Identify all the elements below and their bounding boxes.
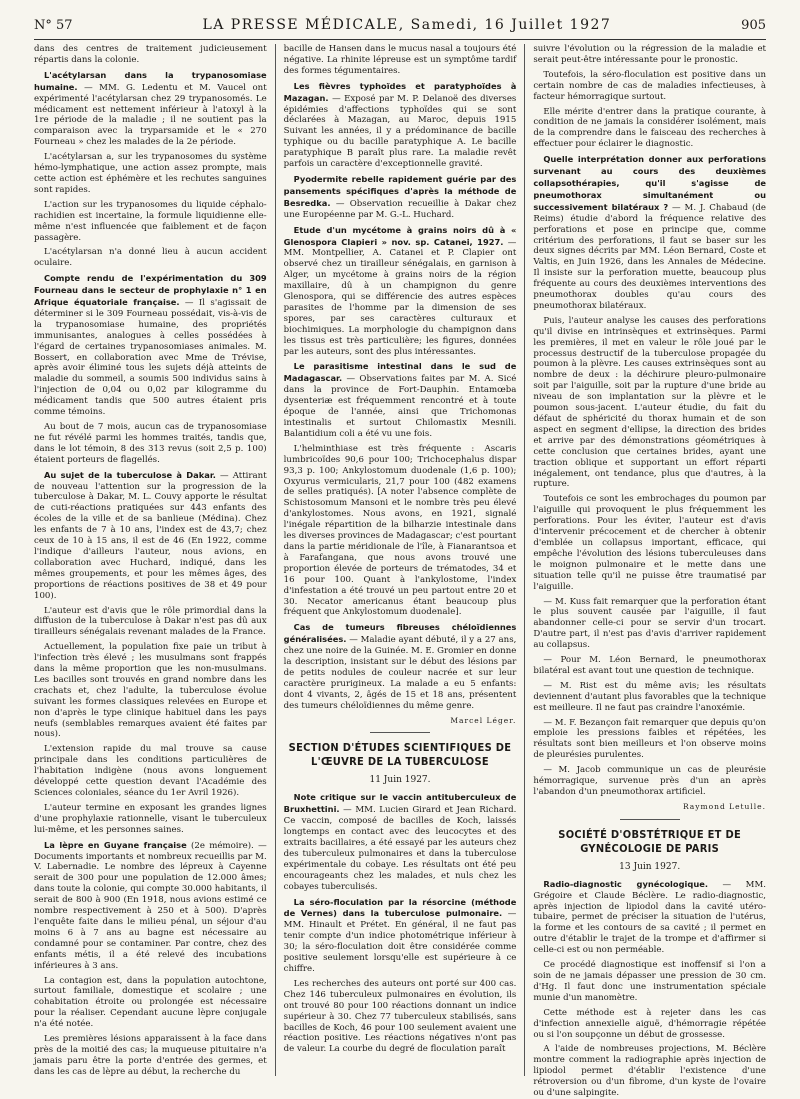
article-body: — Il s'agissait de déterminer si le 309 Fourneau possédait, vis-à-vis de la trypanosomiase humaine, des propriétés immunisantes, analogues à celles possédées à l'égard de certaines trypanosomiases animales. M. Bossert, en collaboration avec Mme de Trévise, après avoir éliminé tous les sujets déjà atteints de maladie du sommeil, a soumis 500 individus sains à l'injection de 0,04 ou 0,02 par kilogramme du médicament tandis que 500 autres étaient pris comme témoins. (34, 298, 267, 418)
article-body: — Attirant de nouveau l'attention sur la progression de la tuberculose à Dakar, M. L. Couvy apporte le résultat de cuti-réactions pratiquées sur 443 enfants des écoles de la ville et de sa banlieue (Médina). Chez les enfants de 7 à 10 ans, l'index est de 43,7; chez ceux de 10 à 15 ans, il est de 46 (En 1922, comme l'indique d'ailleurs l'auteur, nous avions, en collaboration avec Huchard, indiqué, dans les mêmes groupements, et pour les mêmes âges, des proportions de réactions positives de 38 et 49 pour 100). (34, 470, 267, 601)
page-folio: 905 (741, 17, 766, 33)
article-title: Compte rendu de l'expérimentation du 309 Fourneau dans le secteur de prophylaxie n° 1 en Afrique équatoriale française. (34, 273, 267, 308)
paragraph: dans des centres de traitement judicieusement répartis dans la colonie. (34, 44, 267, 65)
article-tumeurs-cheloidiennes (284, 622, 517, 711)
article-body: — Observation recueillie à Dakar chez une Européenne par M. G.-L. Huchard. (283, 198, 517, 220)
article-title: Note critique sur le vaccin antituberculeux de Bruxhettini. (283, 792, 517, 815)
issue-number: N° 57 (34, 17, 73, 33)
article-acetylarsan (34, 70, 267, 148)
paragraph: L'extension rapide du mal trouve sa cause principale dans les conditions particulières de l'habitation indigène (nous avons longuement développé cette question devant l'Académie des Sciences coloniales, séance du 1er Avril 1926). (34, 744, 267, 798)
article-title: Les fièvres typhoïdes et paratyphoïdes à Mazagan. (283, 80, 517, 103)
article-body: — MM. G. Ledentu et M. Vaucel ont expérimenté l'acétylarsan chez 29 trypanosomés. Le médicament est nettement inférieur à l'atoxyl à la 1re période de la maladie ; il ne soutient pas la comparaison avec la tryparsamide et le « 270 Fourneau » chez les malades de la 2e période. (34, 82, 267, 148)
paragraph: Les premières lésions apparaissent à la face dans près de la moitié des cas; la muqueuse pituitaire n'a jamais paru être la porte d'entrée des germes, et dans les cas de lèpre au début, la recherche du (34, 1034, 267, 1077)
paragraph: — Pour M. Léon Bernard, le pneumothorax bilatéral est avant tout une question de technique. (533, 655, 767, 676)
column-1 (34, 44, 275, 1076)
column-2 (276, 44, 525, 1076)
running-header (34, 12, 766, 38)
paragraph: Puis, l'auteur analyse les causes des perforations qu'il divise en intrinsèques et extrinsèques. Parmi les premières, il met en valeur le rôle joué par le processus destructif de la tuberculose propagée du poumon à la plèvre. Les causes extrinsèques sont au nombre de deux : la déchirure pleuro-pulmonaire soit par l'aiguille, soit par la rupture d'une bride au niveau de son implantation sur la plèvre et le poumon sous-jacent. L'auteur étudie, du fait du défaut de sphéricité du thorax humain et de son aspect en segment d'ellipse, la direction des brides et arrive par des démonstrations géométriques à cette conclusion que certaines brides, ayant une traction oblique et supportant un effort réparti inégalement, ont tendance, plus que d'autres, à la rupture. (533, 315, 767, 490)
text-columns (34, 44, 767, 1099)
paragraph: Ce procédé diagnostique est inoffensif si l'on a soin de ne jamais dépasser une pression de 30 cm. d'Hg. Il faut donc une instrumentation spéciale munie d'un manomètre. (533, 960, 767, 1003)
article-title: Radio-diagnostic gynécologique. (543, 878, 708, 889)
paragraph: Toutefois, la séro-floculation est positive dans un certain nombre de cas de maladies infectieuses, à facteur hémorragique surtout. (533, 69, 767, 102)
article-body: — Maladie ayant débuté, il y a 27 ans, chez une noire de la Guinée. M. E. Gromier en donne la description, insistant sur le début des lésions par de petits nodules de couleur nacrée et sur leur caractère prurigineux. La malade a eu 5 enfants: dont 4 vivants, 2, âgés de 15 et 18 ans, présentent des tumeurs chéloïdiennes du même genre. (283, 635, 517, 711)
journal-title: LA PRESSE MÉDICALE, Samedi, 16 Juillet 1927 (202, 17, 612, 33)
paragraph: Les recherches des auteurs ont porté sur 400 cas. Chez 146 tuberculeux pulmonaires en évolution, ils ont trouvé 80 pour 100 réactions donnant un indice supérieur à 30. Chez 77 tuberculeux stabilisés, sans bacilles de Koch, 46 pour 100 seulement avaient une réaction positive. Les réactions négatives n'ont pas de valeur. La courbe du degré de floculation paraît (283, 978, 517, 1055)
article-radio-diagnostic (533, 879, 766, 956)
article-body: — MM. Lucien Girard et Jean Richard. Ce vaccin, composé de bacilles de Koch, laissés longtemps en contact avec des leucocytes et des extraits bacillaires, a été essayé par les auteurs chez des tuberculeux pulmonaires et dans la tuberculose expérimentale du cobaye. Les résultats ont été peu encourageants chez les malades, et nuls chez les cobayes tuberculisés. (283, 805, 517, 892)
section-heading: SOCIÉTÉ D'OBSTÉTRIQUE ET DE GYNÉCOLOGIE DE PARIS (558, 827, 742, 855)
article-parasitisme (284, 361, 517, 439)
paragraph: suivre l'évolution ou la régression de la maladie et serait peut-être intéressante pour le pronostic. (533, 44, 767, 65)
article-title: Au sujet de la tuberculose à Dakar. (44, 469, 216, 480)
article-title: Cas de tumeurs fibreuses chéloïdiennes généralisées. (283, 622, 517, 645)
article-body: — MM. Grégoire et Claude Béclère. Le radio-diagnostic, après injection de lipiodol dans la cavité utéro-tubaire, permet de préciser la situation de l'utérus, la forme et les contours de sa cavité ; il permet en outre d'établir le trajet de la trompe et d'affirmer si celle-ci est ou non perméable. (533, 879, 767, 956)
paragraph: Elle mérite d'entrer dans la pratique courante, à condition de ne jamais la considérer isolément, mais de la comprendre dans le faisceau des recherches à effectuer pour éclairer le diagnostic. (533, 106, 767, 150)
article-perforations (533, 154, 766, 312)
article-309-fourneau (34, 273, 267, 418)
section-rule (620, 819, 680, 820)
article-body: (2e mémoire). — Documents importants et nombreux recueillis par M. V. Labernadie. Le nombre des lépreux à Cayenne serait de 300 pour une population de 12.000 âmes; dans toute la colonie, qui compte 30.000 habitants, il serait de 800 à 900 (En 1918, nous avions estimé ce nombre respectivement à 250 et à 500). D'après l'enquête faite dans le milieu pénal, un séjour d'au moins 6 à 7 ans au bagne est nécessaire au condamné pour se contaminer. Par contre, chez des enfants métis, il a été relevé des incubations inférieures à 3 ans. (34, 840, 267, 971)
article-lepre-guyane (34, 840, 267, 972)
session-date: 13 Juin 1927. (619, 861, 681, 872)
article-body: — Observations faites par M. A. Sicé dans la province de Fort-Dauphin. Entamœba dysenteriæ est fréquemment rencontré et à toute époque de l'année, ainsi que Trichomonas intestinalis et surtout Chilomastix Mesnili. Balantidium coli a été vu une fois. (283, 374, 517, 439)
article-fievres-typhoides (284, 81, 517, 170)
signature: Marcel Léger. (450, 715, 517, 725)
paragraph: A l'aide de nombreuses projections, M. Béclère montre comment la radiographie après injection de lipiodol permet d'établir l'existence d'une rétroversion ou d'un fibrome, d'un kyste de l'ovaire ou d'une salpingite. (533, 1044, 767, 1099)
article-body: — MM. Montpellier, A. Catanei et P. Clapier ont observé chez un tirailleur sénégalais, en garnison à Alger, un mycétome à grains noirs de la région maxillaire, dû à un champignon du genre Glenospora, qui se différencie des autres espèces parasites de l'homme par la dimension de ses spores, par ses caractères culturaux et biochimiques. La morphologie du champignon dans les tissus est très particulière; les figures, données par les auteurs, sont des plus intéressantes. (283, 237, 517, 357)
paragraph: Cette méthode est à rejeter dans les cas d'infection annexielle aiguë, d'hémorragie répétée ou si l'on soupçonne un début de grossesse. (533, 1007, 767, 1040)
paragraph: — M. Rist est du même avis; les résultats deviennent d'autant plus favorables que la technique est meilleure. Il ne faut pas craindre l'anoxémie. (533, 680, 767, 713)
paragraph: — M. Kuss fait remarquer que la perforation étant le plus souvent causée par l'aiguille, il faut abandonner celle-ci pour se servir d'un trocart. D'autre part, il n'est pas d'avis d'arriver rapidement au collapsus. (533, 596, 767, 651)
paragraph: bacille de Hansen dans le mucus nasal a toujours été négative. La rhinite lépreuse est un symptôme tardif des formes tégumentaires. (283, 44, 517, 76)
header-rule (34, 39, 766, 40)
article-body: — M. J. Chabaud (de Reims) étudie d'abord la fréquence relative des perforations et pose en principe que, comme critérium des perforations, il faut se baser sur les deux signes décrits par MM. Léon Bernard, Coste et Valtis, en Juin 1926, dans les Annales de Médecine. Il insiste sur la perforation muette, beaucoup plus fréquente au cours des deuxièmes interventions des pneumothorax doubles qu'au cours des pneumothorax bilatéraux. (533, 202, 767, 311)
article-body: — MM. Hinault et Prétet. En général, il ne faut pas tenir compte d'un indice photométrique inférieur à 30; la séro-floculation doit être considérée comme positive seulement lorsqu'elle est supérieure à ce chiffre. (283, 909, 517, 974)
paragraph: L'acétylarsan n'a donné lieu à aucun accident oculaire. (34, 247, 267, 269)
paragraph: Actuellement, la population fixe paie un tribut à l'infection très élevé ; les musulmans sont frappés dans la même proportion que les non-musulmans. Les bacilles sont trouvés en grand nombre dans les crachats et, chez l'adulte, la tuberculose évolue suivant les formes classiques relevées en Europe et non d'après le type clinique habituel dans les pays neufs (semblables remarques avaient été faites par nous). (34, 642, 267, 740)
paragraph: — M. F. Bezançon fait remarquer que depuis qu'on emploie les pressions faibles et répétées, les résultats sont bien meilleurs et l'on observe moins de pleurésies purulentes. (533, 717, 767, 761)
paragraph: Au bout de 7 mois, aucun cas de trypanosomiase ne fut révélé parmi les hommes traités, tandis que, dans le lot témoin, 8 des 313 revus (soit 2,5 p. 100) étaient porteurs de flagellés. (34, 422, 267, 465)
article-title: La séro-floculation par la résorcine (méthode de Vernes) dans la tuberculose pulmonaire. (283, 896, 517, 919)
article-title: Le parasitisme intestinal dans le sud de Madagascar. (283, 361, 517, 384)
article-title: Pyodermite rebelle rapidement guérie par des pansements spécifiques d'après la méthode de Besredka. (283, 173, 517, 208)
article-mycetome (284, 225, 517, 358)
column-3 (525, 44, 767, 1099)
article-vaccin (284, 792, 517, 892)
paragraph: L'action sur les trypanosomes du liquide céphalo-rachidien est incertaine, la formule liquidienne elle-même n'est influencée que faiblement et de façon passagère. (34, 199, 267, 243)
section-rule (370, 732, 430, 733)
section-heading: SECTION D'ÉTUDES SCIENTIFIQUES DE L'ŒUVRE DE LA TUBERCULOSE (288, 741, 512, 769)
article-title: Etude d'un mycétome à grains noirs dû à « Glenospora Clapieri » nov. sp. Catanei, 1927. (283, 224, 517, 247)
paragraph: L'auteur termine en exposant les grandes lignes d'une prophylaxie rationnelle, visant le tuberculeux lui-même, et les personnes saines. (34, 802, 267, 835)
article-tuberculose-dakar (34, 470, 267, 602)
paragraph: — M. Jacob communique un cas de pleurésie hémorragique, survenue près d'un an après l'abandon d'un pneumothorax artificiel. (533, 765, 767, 797)
session-date: 11 Juin 1927. (369, 775, 431, 786)
article-body: — Exposé par M. P. Delanoë des diverses épidémies d'affections typhoïdes qui se sont déclarées à Mazagan, au Maroc, depuis 1915 Suivant les années, il y a prédominance de bacille typhique ou du bacille paratyphique A. Le bacille paratyphique B paraît plus rare. La maladie revêt parfois un caractère d'exceptionnelle gravité. (283, 93, 517, 170)
paragraph: La contagion est, dans la population autochtone, surtout familiale, domestique et scolaire ; une cohabitation étroite ou prolongée est nécessaire pour la réaliser. Cependant aucune lèpre conjugale n'a été notée. (34, 975, 267, 1030)
paragraph: L'helminthiase est très fréquente : Ascaris lumbricoïdes 90,6 pour 100; Trichocephalus dispar 93,3 p. 100; Ankylostomum duodenale (1,6 p. 100); Oxyurus vermicularis, 21,7 pour 100 (482 examens de selles pratiqués). [A noter l'absence complète de Schistosomum Mansoni et le nombre très peu élevé d'ankylostomes. Nous avons, en 1921, signalé l'inégale répartition de la bilharzie intestinale dans les diverses provinces de Madagascar; c'est pourtant dans la partie méridionale de l'île, à Fianarantsoa et à Farafangana, que nous avons trouvé une proportion élevée de porteurs de trématodes, 34 et 16 pour 100. Quant à l'ankylostome, l'index d'infestation a été trouvé un peu partout entre 20 et 30. Necator americanus étant beaucoup plus fréquent que Ankylostomum duodenale]. (283, 443, 517, 618)
signature: Raymond Letulle. (682, 801, 767, 811)
paragraph: L'acétylarsan a, sur les trypanosomes du système hémo-lymphatique, une action assez prompte, mais cette action est éphémère et les rechutes sanguines sont rapides. (34, 152, 267, 195)
article-sero-floculation (284, 897, 517, 975)
article-title: Quelle interprétation donner aux perforations survenant au cours des deuxièmes collapsothérapies, qu'il s'agisse de pneumothorax simultanément ou successivement bilatéraux ? (533, 154, 767, 212)
article-title: La lèpre en Guyane française (44, 839, 187, 850)
paragraph: L'auteur est d'avis que le rôle primordial dans la diffusion de la tuberculose à Dakar n'est pas dû aux tirailleurs sénégalais revenant malades de la France. (34, 605, 267, 638)
paragraph: Toutefois ce sont les embrochages du poumon par l'aiguille qui provoquent le plus fréquemment les perforations. Pour les éviter, l'auteur est d'avis d'intervenir précocement et de chercher à obtenir d'emblée un collapsus important, efficace, qui empêche l'évolution des lésions tuberculeuses dans le moignon pulmonaire et le mette dans une situation telle qu'il ne puisse être traumatisé par l'aiguille. (533, 494, 767, 592)
article-pyodermite (284, 174, 517, 221)
article-title: L'acétylarsan dans la trypanosomiase humaine. (34, 69, 267, 92)
